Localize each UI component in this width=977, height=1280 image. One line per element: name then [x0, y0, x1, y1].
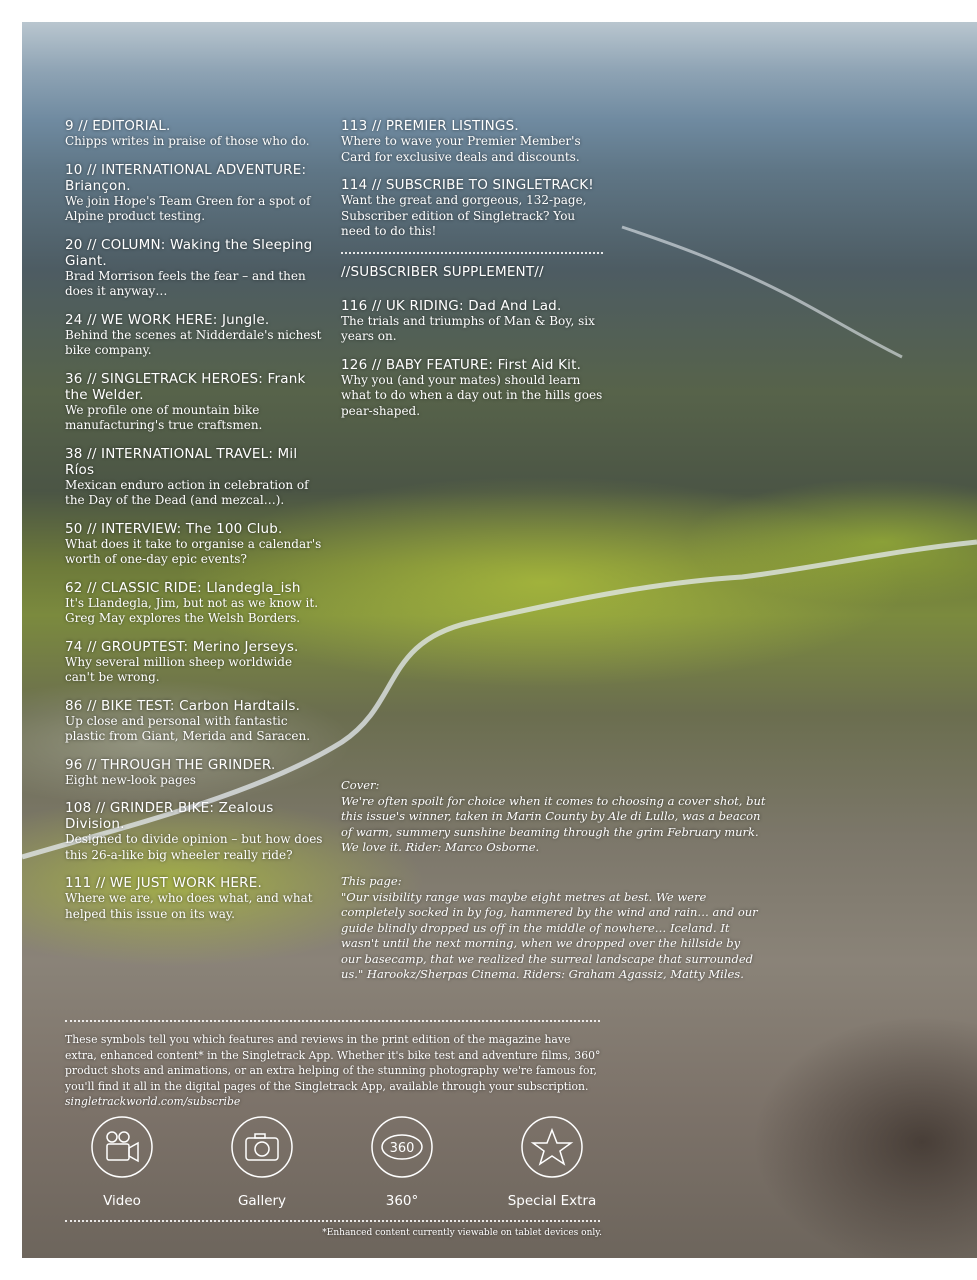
entry-heading: 74 // GROUPTEST: Merino Jerseys. [65, 638, 299, 655]
contents-right-column [341, 118, 603, 431]
entry-heading: 111 // WE JUST WORK HERE. [65, 875, 262, 891]
entry-description: Brad Morrison feels the fear – and then does it anyway… [65, 268, 306, 298]
contents-entry[interactable] [65, 312, 325, 359]
contents-entry[interactable] [65, 446, 325, 509]
contents-left-column [65, 118, 325, 934]
contents-entry[interactable] [65, 757, 325, 789]
camera-icon [225, 1110, 299, 1184]
symbols-intro [65, 1032, 605, 1110]
cover-caption-text: We're often spoilt for choice when it comes to choosing a cover shot, but this issue's winner, taken in Marin County by Ale di Lullo, was a beacon of warm, summery sunshine beaming through the grim February murk. We love it. Rider: Marco Osborne. [341, 793, 766, 854]
subscribe-link[interactable]: singletrackworld.com/subscribe [65, 1095, 241, 1108]
entry-heading: 86 // BIKE TEST: Carbon Hardtails. [65, 697, 301, 714]
entry-heading: 36 // SINGLETRACK HEROES: Frank the Welder. [65, 370, 306, 403]
dotted-divider [65, 1020, 600, 1022]
entry-description: Designed to divide opinion – but how does this 26-a-like big wheeler really ride? [65, 832, 323, 862]
entry-description: Up close and personal with fantastic plastic from Giant, Merida and Saracen. [65, 713, 311, 743]
page-caption-text: "Our visibility range was maybe eight metres at best. We were completely socked in by fog, hammered by the wind and rain… and our guide blindly dropped us off in the middle of nowhere… Iceland. It wasn't until the next morning, when we dropped over the hillside by our basecamp, that we realized the surreal landscape that surrounded us." Harookz/Sherpas Cinema. Riders: Graham Agassiz, Matty Miles. [341, 889, 758, 981]
entry-description: Mexican enduro action in celebration of the Day of the Dead (and mezcal…). [65, 477, 309, 507]
contents-entry[interactable] [65, 521, 325, 568]
page-caption-label: This page: [341, 874, 402, 888]
entry-heading: 38 // INTERNATIONAL TRAVEL: Mil Ríos [65, 445, 298, 478]
entry-heading: 108 // GRINDER BIKE: Zealous Division. [65, 800, 274, 832]
contents-entry[interactable] [65, 800, 325, 863]
entry-description: It's Llandegla, Jim, but not as we know it. Greg May explores the Welsh Borders. [65, 595, 319, 625]
dotted-divider [65, 1220, 600, 1222]
entry-heading: 126 // BABY FEATURE: First Aid Kit. [341, 356, 582, 373]
star-icon [515, 1110, 589, 1184]
cover-caption-label: Cover: [341, 778, 380, 792]
three-sixty-symbol [357, 1110, 447, 1209]
entry-heading: 10 // INTERNATIONAL ADVENTURE: Briançon. [65, 161, 307, 194]
three-sixty-icon [365, 1110, 439, 1184]
entry-description: What does it take to organise a calendar's worth of one-day epic events? [65, 536, 322, 566]
symbols-intro-text: These symbols tell you which features and reviews in the print edition of the magazine have extra, enhanced content* in the Singletrack App. Whether it's bike test and adventure films, 360° product shots and animations, or an extra helping of the stunning photography we're famous for, you'll find it all in the digital pages of the Singletrack App, available through your subscription. [65, 1033, 601, 1093]
contents-entry[interactable] [341, 298, 603, 345]
background-photo [22, 22, 977, 1258]
svg-text:360: 360 [389, 1141, 415, 1156]
contents-entry[interactable] [65, 580, 325, 627]
supplement-heading: //SUBSCRIBER SUPPLEMENT// [341, 263, 544, 280]
entry-description: Want the great and gorgeous, 132-page, Subscriber edition of Singletrack? You need to do this! [341, 193, 587, 238]
special-extra-symbol [497, 1110, 607, 1209]
entry-heading: 62 // CLASSIC RIDE: Llandegla_ish [65, 579, 301, 596]
contents-entry[interactable] [65, 371, 325, 434]
footnote: *Enhanced content currently viewable on tablet devices only. [322, 1228, 602, 1238]
entry-heading: 116 // UK RIDING: Dad And Lad. [341, 297, 562, 314]
entry-heading: 96 // THROUGH THE GRINDER. [65, 756, 276, 773]
contents-entry[interactable] [341, 177, 603, 240]
entry-description: We join Hope's Team Green for a spot of Alpine product testing. [65, 193, 311, 223]
contents-entry[interactable] [65, 639, 325, 686]
contents-entry[interactable] [341, 118, 603, 165]
contents-entry[interactable] [65, 875, 325, 922]
contents-entry[interactable] [65, 698, 325, 745]
gallery-symbol [217, 1110, 307, 1209]
entry-description: Chipps writes in praise of those who do. [65, 134, 310, 148]
entry-description: Why several million sheep worldwide can't be wrong. [65, 654, 293, 684]
video-camera-icon [85, 1110, 159, 1184]
entry-heading: 114 // SUBSCRIBE TO SINGLETRACK! [341, 177, 594, 193]
entry-description: Where to wave your Premier Member's Card for exclusive deals and discounts. [341, 134, 581, 164]
entry-heading: 20 // COLUMN: Waking the Sleeping Giant. [65, 236, 313, 269]
gallery-label: Gallery [237, 1193, 287, 1209]
entry-description: Why you (and your mates) should learn what to do when a day out in the hills goes pear-shaped. [341, 372, 603, 418]
contents-entry[interactable] [341, 357, 603, 420]
entry-heading: 24 // WE WORK HERE: Jungle. [65, 311, 270, 328]
entry-heading: 113 // PREMIER LISTINGS. [341, 118, 519, 134]
contents-entry[interactable] [65, 162, 325, 225]
video-symbol [77, 1110, 167, 1209]
entry-description: Where we are, who does what, and what helped this issue on its way. [65, 891, 313, 921]
entry-description: The trials and triumphs of Man & Boy, six years on. [341, 313, 595, 343]
cover-caption [341, 778, 771, 856]
entry-description: We profile one of mountain bike manufacturing's true craftsmen. [65, 402, 263, 432]
dotted-divider [341, 252, 603, 254]
video-label: Video [103, 1193, 141, 1209]
contents-entry[interactable] [65, 118, 325, 150]
special-extra-label: Special Extra [507, 1193, 597, 1209]
entry-description: Eight new-look pages [65, 772, 196, 787]
contents-entry[interactable] [65, 237, 325, 300]
entry-heading: 50 // INTERVIEW: The 100 Club. [65, 520, 283, 537]
three-sixty-label: 360° [385, 1193, 419, 1209]
page-caption [341, 874, 761, 983]
entry-heading: 9 // EDITORIAL. [65, 118, 171, 134]
entry-description: Behind the scenes at Nidderdale's nichest bike company. [65, 327, 322, 357]
